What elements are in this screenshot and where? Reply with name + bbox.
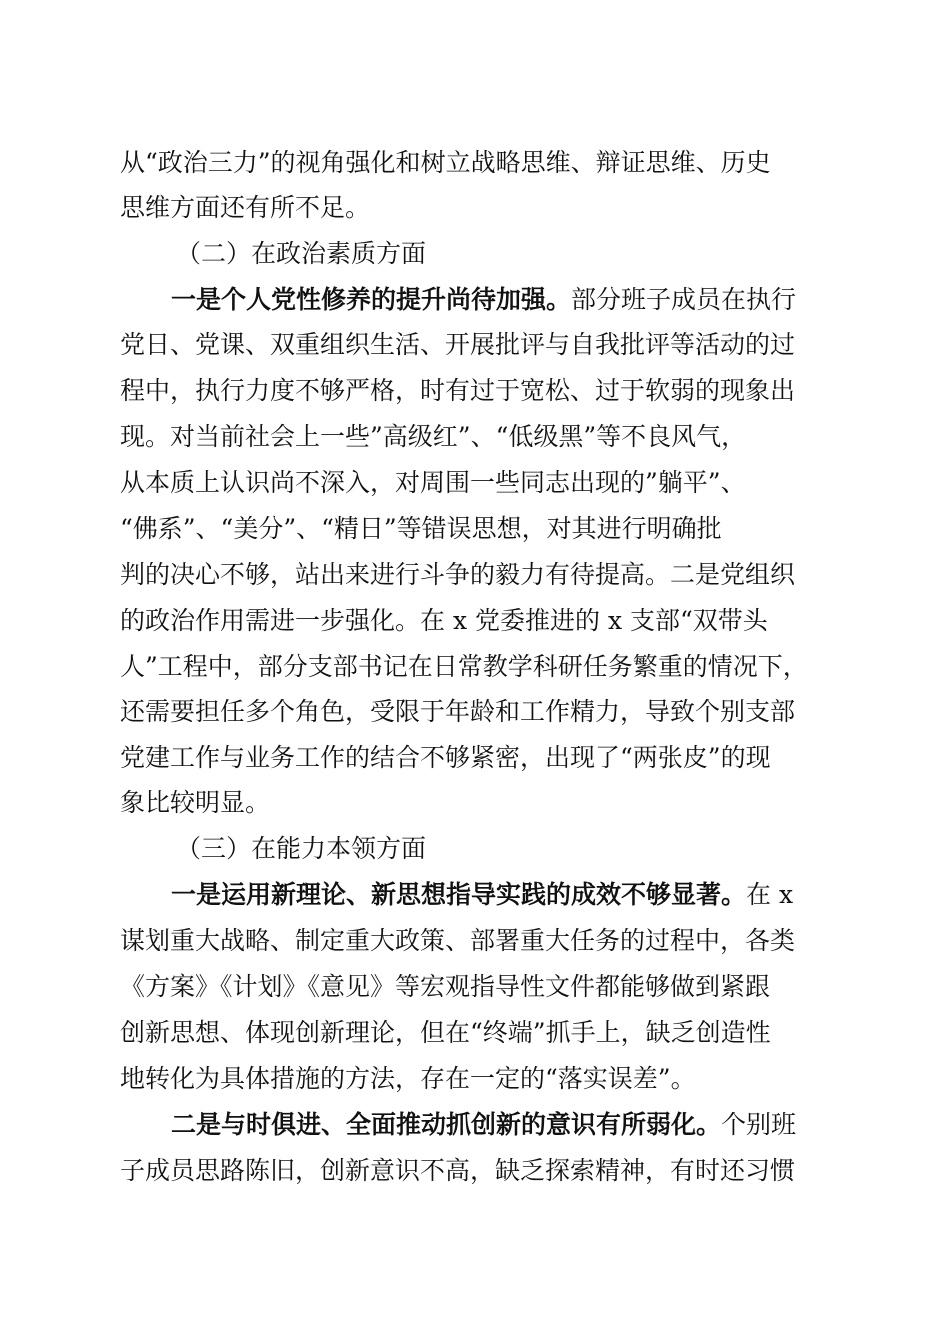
paragraph-2-line-1 [171,285,796,315]
paragraph-4-line-2: 子成员思路陈旧，创新意识不高，缺乏探索精神，有时还习惯 [120,1156,796,1185]
paragraph-2-line-3: 程中，执行力度不够严格，时有过于宽松、过于软弱的现象出 [120,376,796,405]
paragraph-2-line-8: 的政治作用需进一步强化。在 x 党委推进的 x 支部“双带头 [120,606,768,635]
paragraph-2-line-9: 人”工程中，部分支部书记在日常教学科研任务繁重的情况下， [120,652,808,681]
paragraph-4-line-1 [171,1110,796,1140]
paragraph-2-line-11: 党建工作与业务工作的结合不够紧密，出现了“两张皮”的现 [120,743,771,772]
section-heading-political-quality: （二）在政治素质方面 [176,239,427,268]
paragraph-2-lead: 一是个人党性修养的提升尚待加强。 [171,285,572,314]
paragraph-3-line-1 [171,880,793,910]
paragraph-4-lead: 二是与时俱进、全面推动抓创新的意识有所弱化。 [171,1110,722,1139]
paragraph-1-line-2: 思维方面还有所不足。 [120,193,371,222]
paragraph-2-line-12: 象比较明显。 [120,788,271,817]
paragraph-3-lead-rest: 在 x [746,880,794,909]
paragraph-3-line-4: 创新思想、体现创新理论，但在“终端”抓手上，缺乏创造性 [120,1018,771,1047]
paragraph-4-lead-rest: 个别班 [721,1110,797,1139]
paragraph-3-line-5: 地转化为具体措施的方法，存在一定的“落实误差”。 [120,1064,696,1093]
paragraph-2-line-10: 还需要担任多个角色，受限于年龄和工作精力，导致个别支部 [120,697,796,726]
paragraph-2-lead-rest: 部分班子成员在执行 [571,285,797,314]
section-heading-ability: （三）在能力本领方面 [176,834,427,863]
paragraph-2-line-5: 从本质上认识尚不深入，对周围一些同志出现的”躺平”、 [120,468,746,497]
paragraph-3-line-2: 谋划重大战略、制定重大政策、部署重大任务的过程中，各类 [120,926,796,955]
paragraph-2-line-7: 判的决心不够，站出来进行斗争的毅力有待提高。二是党组织 [120,560,796,589]
paragraph-1-line-1: 从“政治三力”的视角强化和树立战略思维、辩证思维、历史 [120,148,771,177]
paragraph-2-line-4: 现。对当前社会上一些”高级红”、“低级黑”等不良风气， [120,422,747,451]
paragraph-3-lead: 一是运用新理论、新思想指导实践的成效不够显著。 [171,880,747,909]
paragraph-2-line-6: “佛系”、“美分”、“精日”等错误思想，对其进行明确批 [120,514,722,543]
paragraph-2-line-2: 党日、党课、双重组织生活、开展批评与自我批评等活动的过 [120,330,796,359]
paragraph-3-line-3: 《方案》《计划》《意见》等宏观指导性文件都能够做到紧跟 [120,972,771,1001]
